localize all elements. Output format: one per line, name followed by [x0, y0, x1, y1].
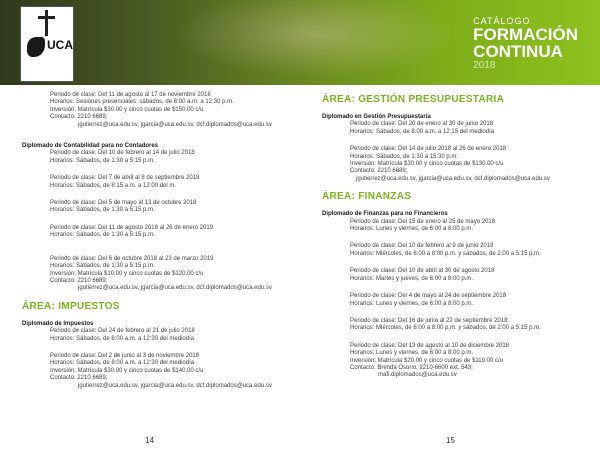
- text-line: Contacto: 2210 6689;: [50, 114, 108, 121]
- text-line: Contacto: 2210 6689;: [50, 277, 108, 284]
- text-line: Periodo de clase: Del 20 de enero al 30 de junio 2018: [350, 121, 494, 128]
- text-line: Periodo de clase: Del 11 de agosto al 17 de noviembre 2018: [50, 92, 211, 98]
- text-line: Periodo de clase: Del 10 de febrero al 14 de julio 2018: [50, 150, 195, 157]
- right-column: [322, 92, 584, 380]
- spacer: [50, 240, 290, 250]
- diploma-title: Diplomado de Impuestos: [22, 320, 94, 327]
- text-line: Contacto: Brenda Osorio, 2210-6600 ext. 543;: [350, 364, 473, 371]
- text-line: Contacto: 2210 6689;: [350, 168, 408, 175]
- text-line: Inversión: Matrícula $20.00 y cinco cuotas de $110.00 c/u: [350, 357, 503, 364]
- spacer: [350, 308, 584, 318]
- text-line: Inversión: Matrícula $30.00 y cinco cuotas de $150.00 c/u: [50, 106, 204, 113]
- text-line: Periodo de clase: Del 11 de agosto 2018 al 26 de enero 2019: [50, 224, 214, 231]
- text-line: Periodo de clase: Del 7 de abril al 8 de septiembre 2018: [50, 175, 200, 182]
- uca-logo: [20, 6, 74, 82]
- text-line: Horarios: Lunes y viernes, de 6:00 a 8:00 p.m.: [350, 226, 474, 233]
- cross-icon: [45, 10, 48, 36]
- header-photo: [150, 0, 450, 85]
- course-block: [22, 92, 290, 122]
- text-line: Periodo de clase: Del 16 de junio al 22 de septiembre 2018: [350, 317, 508, 324]
- text-line: Contacto: 2210 6689;: [50, 375, 108, 382]
- page-number-left: 14: [145, 436, 154, 445]
- text-line: Horarios: Sábados, de 1:30 a 5:15 p.m.: [50, 232, 155, 239]
- text-line: Periodo de clase: Del 4 de mayo al 24 de septiembre 2018: [350, 293, 507, 300]
- course-block: [322, 121, 584, 175]
- course-block: [22, 328, 290, 382]
- text-line: Periodo de clase: Del 13 de agosto al 10 de diciembre 2018: [350, 342, 510, 349]
- text-line: Horarios: Sábados, de 1:30 a 5:15 p.m.: [50, 207, 155, 214]
- contact-email: mafi.diplomados@uca.edu.sv: [378, 372, 457, 379]
- text-line: Horarios: Sábados, de 8:00 a.m. a 12:30 del mediodía: [50, 335, 195, 342]
- area-heading-impuestos: ÁREA: IMPUESTOS: [22, 300, 120, 312]
- spacer: [50, 215, 290, 225]
- area-heading-gestion: ÁREA: GESTIÓN PRESUPUESTARIA: [322, 94, 505, 105]
- catalog-label: CATÁLOGO: [473, 16, 531, 26]
- left-column: [22, 92, 290, 390]
- text-line: Periodo de clase: Del 14 de julio 2018 al 26 de enero 2018: [350, 146, 507, 153]
- bird-icon: [27, 37, 45, 57]
- text-line: Horarios: Lunes y viernes, de 6:00 a 8:00 p.m.: [350, 300, 474, 307]
- catalog-year: 2018: [473, 60, 496, 71]
- text-line: Horarios: Sábados, de 1:30 a 5:15 p.m.: [50, 263, 155, 270]
- title-line1: FORMACIÓN: [473, 25, 578, 44]
- contact-email: jgutierrez@uca.edu.sv, jgarcia@uca.edu.sv, dcf.diplomados@uca.edu.sv: [356, 175, 550, 182]
- text-line: Horarios: Miércoles, de 6:00 a 8:00 p.m. y sábados, de 2:00 a 5:15 p.m.: [350, 325, 541, 332]
- text-line: Horarios: Lunes y viernes, de 6:00 a 8:00 p.m.: [350, 350, 474, 357]
- text-line: Periodo de clase: Del 5 de mayo al 13 de octubre 2018: [50, 200, 197, 207]
- contact-email: jgutierrez@uca.edu.sv, jgarcia@uca.edu.sv, dcf.diplomados@uca.edu.sv: [78, 382, 272, 389]
- catalog-title: [473, 16, 578, 71]
- course-block: [22, 150, 290, 285]
- spacer: [350, 333, 584, 343]
- text-line: Periodo de clase: Del 6 de octubre 2018 al 23 de marzo 2019: [50, 255, 214, 262]
- diploma-title: Diplomado de Contabilidad para no Contadores: [22, 143, 159, 150]
- text-line: Periodo de clase: Del 10 de abril al 30 de agosto 2018: [350, 268, 495, 275]
- course-block: [322, 219, 584, 373]
- text-line: Inversión: Matrícula $30.00 y cinco cuotas de $130.00 c/u: [350, 161, 504, 168]
- text-line: Inversión: Matrícula $30.00 y cinco cuotas de $140.00 c/u: [50, 367, 204, 374]
- text-line: Horarios: Sábados, de 8:15 a.m. a 12:00 del m.: [50, 182, 177, 189]
- text-line: Horarios: Sesiones presenciales: sábados, de 8:00 a.m. a 12:30 p.m.: [50, 99, 234, 106]
- text-line: Periodo de clase: Del 10 de febrero al 9 de junio 2018: [350, 243, 494, 250]
- text-line: Horarios: Sábados, de 8:00 a.m. a 12:15 del mediodía: [350, 128, 495, 135]
- spacer: [350, 233, 584, 243]
- contact-email: jgutierrez@uca.edu.sv, jgarcia@uca.edu.sv, dcf.diplomados@uca.edu.sv: [78, 121, 272, 128]
- spacer: [50, 190, 290, 200]
- text-line: Periodo de clase: Del 2 de junio al 3 de noviembre 2018: [50, 352, 200, 359]
- text-line: Inversión: Matrícula $10.00 y cinco cuotas de $120.00 c/u: [50, 270, 204, 277]
- logo-text: UCA: [47, 38, 73, 52]
- title-line2: CONTINUA: [473, 42, 563, 61]
- diploma-title: Diplomado en Gestión Presupuestaria: [322, 114, 431, 120]
- header-banner: [0, 0, 600, 85]
- spacer: [50, 343, 290, 353]
- diploma-title: Diplomado de Finanzas para no Financieros: [322, 211, 448, 218]
- spacer: [50, 165, 290, 175]
- text-line: Horarios: Sábados, de 8:00 a.m. a 12:30 del mediodía: [50, 360, 195, 367]
- text-line: Horarios: Sábados, de 1:30 a 15:30 p.m.: [350, 153, 459, 160]
- text-line: Horarios: Sábados, de 1:30 a 5:15 p.m.: [50, 157, 155, 164]
- cross-icon-bar: [38, 16, 55, 19]
- spacer: [22, 129, 290, 139]
- text-line: Horarios: Miércoles, de 6:00 a 8:00 p.m. y sábados, de 2:00 a 5:15 p.m.: [350, 250, 541, 257]
- spacer: [350, 136, 584, 146]
- text-line: Periodo de clase: Del 15 de enero al 25 de mayo 2018: [350, 218, 496, 225]
- spacer: [350, 258, 584, 268]
- text-line: Periodo de clase: Del 24 de febrero al 21 de julio 2018: [50, 328, 195, 335]
- contact-email: jgutierrez@uca.edu.sv, jgarcia@uca.edu.sv, dcf.diplomados@uca.edu.sv: [78, 285, 272, 292]
- spacer: [350, 283, 584, 293]
- page-number-right: 15: [446, 436, 455, 445]
- text-line: Horarios: Martes y jueves, de 6:00 a 8:00 p.m.: [350, 275, 474, 282]
- area-heading-finanzas: ÁREA: FINANZAS: [322, 191, 412, 203]
